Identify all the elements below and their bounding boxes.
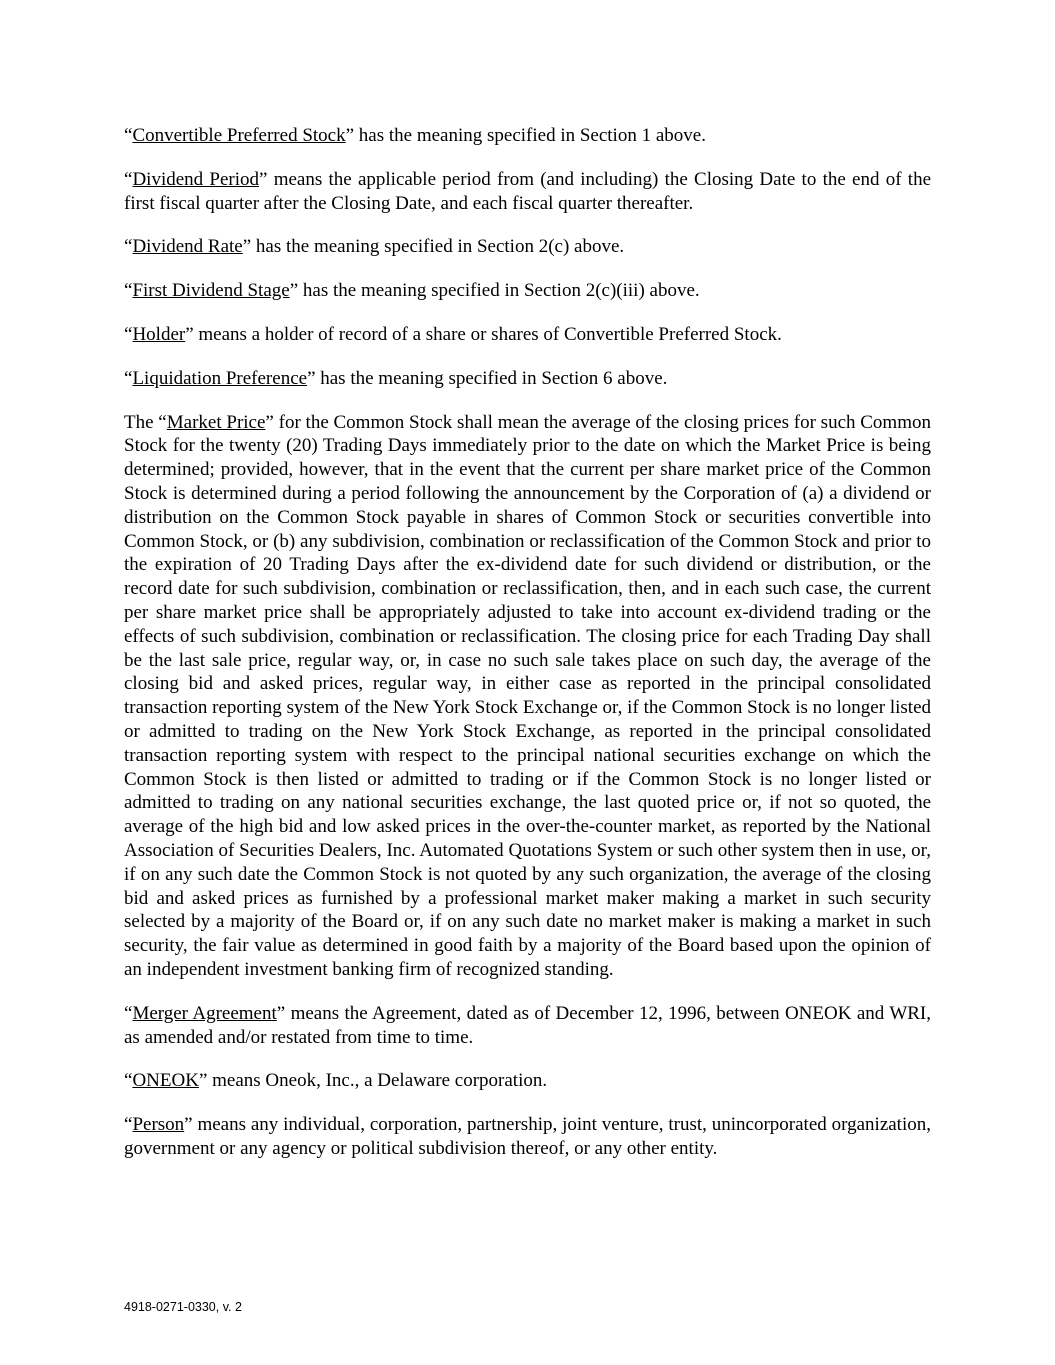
defined-term: Market Price [166,411,266,433]
defined-term: Liquidation Preference [132,367,308,389]
definition-liquidation-preference: “Liquidation Preference” has the meaning specified in Section 6 above. [124,367,668,389]
definition-person: “Person” means any individual, corporation, partnership, joint venture, trust, unincorporated organization, government or any agency or political subdivision thereof, or any other entity. [124,1114,931,1159]
defined-term: ONEOK [132,1070,199,1092]
definition-first-dividend-stage: “First Dividend Stage” has the meaning specified in Section 2(c)(iii) above. [124,280,700,302]
document-page [124,124,931,1161]
defined-term: Merger Agreement [132,1002,277,1024]
defined-term: First Dividend Stage [132,280,290,302]
definition-dividend-period: “Dividend Period” means the applicable period from (and including) the Closing Date to the end of the first fiscal quarter after the Closing Date, and each fiscal quarter thereafter. [124,168,931,214]
definition-market-price: The “Market Price” for the Common Stock shall mean the average of the closing prices for such Common Stock for the twenty (20) Trading Days immediately prior to the date on which the Market Price is being determined; provided, however, that in the event that the current per share market price of the Common Stock is determined during a period following the announcement by the Corporation of (a) a dividend or distribution on the Common Stock payable in shares of Common Stock or securities convertible into Common Stock, or (b) any subdivision, combination or reclassification of the Common Stock and prior to the expiration of 20 Trading Days after the ex-dividend date for such dividend or distribution, or the record date for such subdivision, combination or reclassification, then, and in each such case, the current per share market price shall be appropriately adjusted to take into account ex-dividend trading or the effects of such subdivision, combination or reclassification. The closing price for each Trading Day shall be the last sale price, regular way, or, in case no such sale takes place on such day, the average of the closing bid and asked prices, regular way, in either case as reported in the principal consolidated transaction reporting system of the New York Stock Exchange or, if the Common Stock is no longer listed or admitted to trading on the New York Stock Exchange, as reported in the principal consolidated transaction reporting system with respect to the principal national securities exchange on which the Common Stock is then listed or admitted to trading or if the Common Stock is no longer listed or admitted to trading on any national securities exchange, the last quoted price or, if not so quoted, the average of the high bid and low asked prices in the over-the-counter market, as reported by the National Association of Securities Dealers, Inc. Automated Quotations System or such other system then in use, or, if on any such date the Common Stock is not quoted by any such organization, the average of the closing bid and asked prices as furnished by a professional market maker making a market in such security selected by a majority of the Board or, if on any such date no market maker is making a market in such security, the fair value as determined in good faith by a majority of the Board based upon the opinion of an independent investment banking firm of recognized standing. [124,411,931,980]
definition-holder: “Holder” means a holder of record of a share or shares of Convertible Preferred Stock. [124,323,782,345]
defined-term: Dividend Rate [132,236,243,258]
defined-term: Dividend Period [132,168,260,190]
document-footer-id: 4918-0271-0330, v. 2 [124,1300,242,1314]
defined-term: Convertible Preferred Stock [132,125,346,146]
definition-oneok: “ONEOK” means Oneok, Inc., a Delaware corporation. [124,1070,548,1092]
defined-term: Holder [132,323,186,345]
definition-dividend-rate: “Dividend Rate” has the meaning specified in Section 2(c) above. [124,236,625,258]
definition-merger-agreement: “Merger Agreement” means the Agreement, dated as of December 12, 1996, between ONEOK and WRI, as amended and/or restated from time to time. [124,1002,931,1048]
defined-term: Person [132,1114,185,1136]
definition-convertible-preferred-stock: “Convertible Preferred Stock” has the meaning specified in Section 1 above. [124,125,706,146]
